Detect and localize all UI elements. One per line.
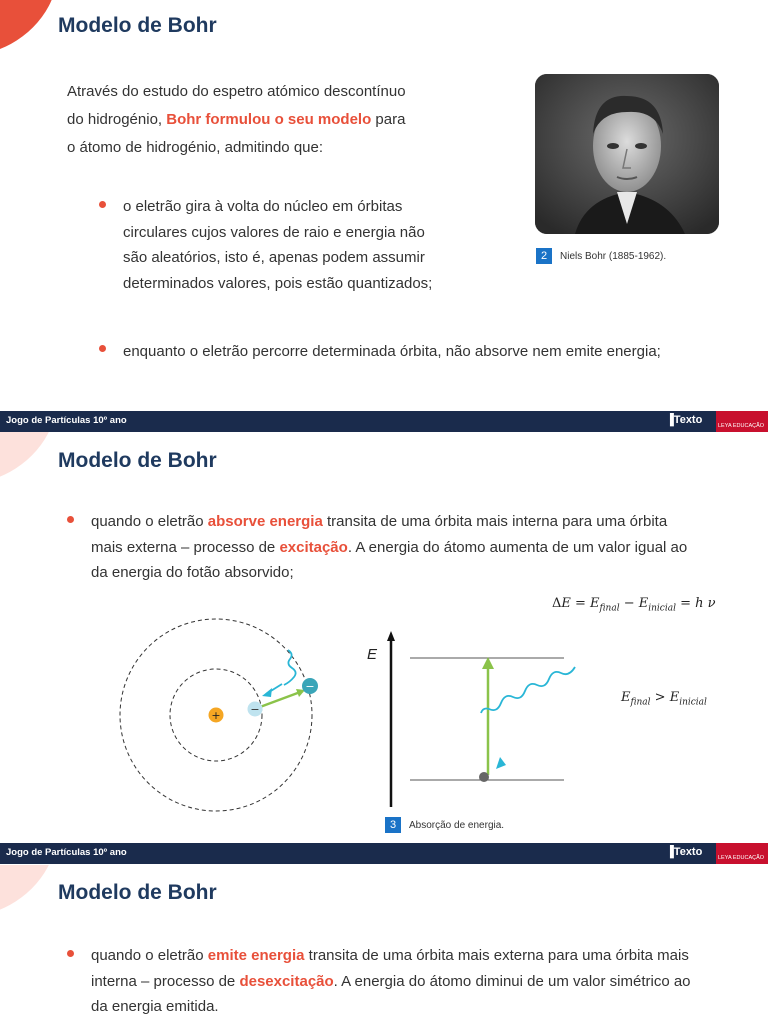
footer-title: Jogo de Partículas 10º ano (6, 415, 127, 426)
highlight-text: emite energia (207, 947, 305, 964)
energy-axis-label: E (367, 646, 378, 663)
bullet-dot (67, 950, 74, 957)
texto-logo: ▐Texto (666, 414, 703, 426)
intro-line: Através do estudo do espetro atómico descontínuo (67, 83, 406, 100)
highlight-text: absorve energia (207, 513, 323, 530)
leya-logo: LEYA EDUCAÇÃO (716, 411, 768, 432)
energy-level-diagram (360, 627, 590, 812)
svg-text:−: − (305, 680, 315, 693)
niels-bohr-photo (535, 74, 719, 234)
footer-bar (0, 411, 768, 432)
bullet-no-energy-change: enquanto o eletrão percorre determinada órbita, não absorve nem emite energia; (123, 343, 661, 360)
slide-title: Modelo de Bohr (58, 881, 217, 904)
figure-caption (536, 248, 666, 264)
figure-number-badge: 3 (385, 817, 401, 833)
texto-logo: ▐Texto (666, 846, 703, 858)
slide-2 (0, 432, 768, 843)
slide-3 (0, 865, 768, 1024)
highlight-text: excitação (279, 538, 348, 556)
slide-title: Modelo de Bohr (58, 449, 217, 472)
intro-line: do hidrogénio, Bohr formulou o seu modelo para (67, 111, 406, 128)
corner-decoration (0, 0, 66, 54)
photon-wave (481, 667, 575, 713)
energy-equation: $\Delta E = E_{final} - E_{inicial} = h$ ν (552, 596, 716, 614)
footer-title: Jogo de Partículas 10º ano (6, 847, 127, 858)
bullet-emission: quando o eletrão emite energia transita de uma órbita mais externa para uma órbita mais interna – processo de desexcitação. A energia do átomo diminui de um valor simétrico ao da energia emitida. (91, 947, 691, 1015)
intro-paragraph (67, 78, 406, 162)
slide-1 (0, 0, 768, 411)
bullet-dot (67, 516, 74, 523)
bullet-dot (99, 201, 106, 208)
highlight-text: Bohr formulou o seu modelo (166, 111, 372, 128)
bullet-dot (99, 345, 106, 352)
bullet-absorption: quando o eletrão absorve energia transita de uma órbita mais interna para uma órbita mais externa – processo de excitação. A energia do átomo aumenta de um valor igual ao da energia do fotão absorvido; (91, 513, 688, 581)
highlight-text: desexcitação (239, 972, 334, 990)
corner-decoration (0, 432, 63, 482)
figure-caption (385, 817, 504, 833)
bohr-orbit-diagram (110, 612, 330, 832)
svg-text:+: + (211, 709, 221, 722)
electron-dot (479, 772, 489, 782)
slide-title: Modelo de Bohr (58, 14, 217, 37)
intro-line: o átomo de hidrogénio, admitindo que: (67, 139, 324, 156)
corner-decoration (0, 865, 63, 915)
leya-logo: LEYA EDUCAÇÃO (716, 843, 768, 864)
svg-text:−: − (250, 703, 260, 716)
caption-text: Niels Bohr (1885-1962). (560, 250, 667, 262)
footer-bar (0, 843, 768, 864)
caption-text: Absorção de energia. (409, 819, 505, 831)
bullet-quantized-orbits: o eletrão gira à volta do núcleo em órbitas circulares cujos valores de raio e energia não são aleatórios, isto é, apenas podem assumir determinados valores, pois estão quantizados; (123, 198, 433, 292)
photon-wave (284, 650, 296, 685)
figure-number-badge: 2 (536, 248, 552, 264)
energy-inequality: $E_{final} > E_{inicial}$ (621, 690, 707, 708)
